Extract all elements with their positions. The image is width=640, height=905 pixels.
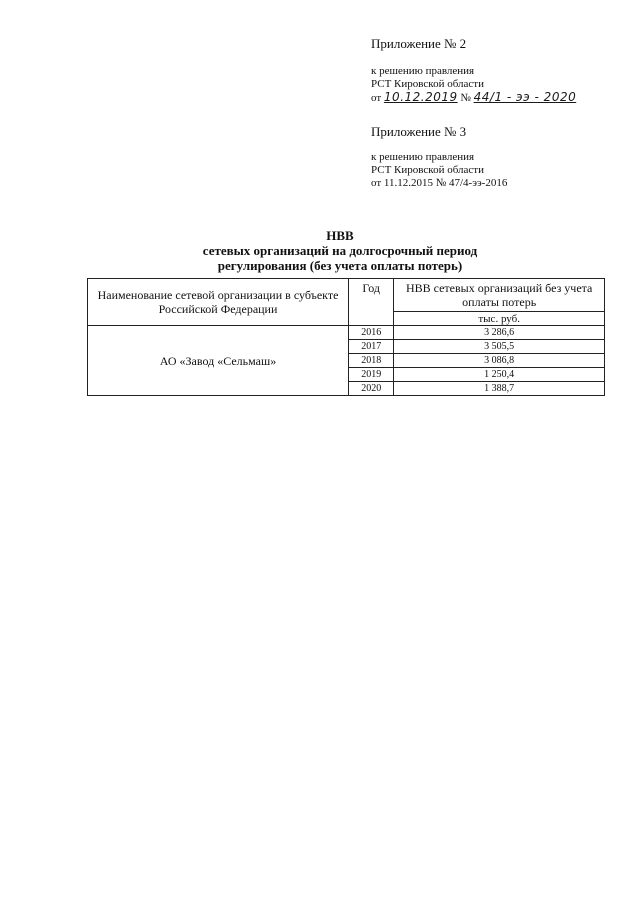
table-header-row	[88, 279, 605, 312]
year-cell: 2019	[349, 368, 394, 382]
handwritten-number: 44/1 - ээ - 2020	[473, 90, 577, 104]
title-line-3: регулирования (без учета оплаты потерь)	[217, 258, 463, 273]
appendix-2-decision-line: к решению правления	[371, 65, 475, 77]
appendix-3-block	[371, 124, 507, 190]
year-cell: 2020	[349, 382, 394, 396]
header-unit: тыс. руб.	[394, 312, 605, 326]
appendix-3-decision-line: к решению правления	[371, 151, 475, 163]
document-title	[80, 228, 600, 273]
value-cell: 1 250,4	[394, 368, 605, 382]
header-year: Год	[349, 279, 394, 326]
year-cell: 2017	[349, 340, 394, 354]
title-line-1: НВВ	[326, 228, 354, 243]
number-prefix: №	[460, 92, 471, 104]
value-cell: 3 505,5	[394, 340, 605, 354]
table-row	[88, 326, 605, 340]
appendix-3-authority-line: РСТ Кировской области	[371, 164, 484, 176]
year-cell: 2018	[349, 354, 394, 368]
value-cell: 1 388,7	[394, 382, 605, 396]
title-line-2: сетевых организаций на долгосрочный период	[202, 243, 478, 258]
date-prefix: от	[371, 92, 382, 104]
year-cell: 2016	[349, 326, 394, 340]
header-organization-name: Наименование сетевой организации в субъекте Российской Федерации	[88, 279, 349, 326]
handwritten-date: 10.12.2019	[383, 90, 458, 104]
organization-name-cell: АО «Завод «Сельмаш»	[88, 326, 349, 396]
value-cell: 3 086,8	[394, 354, 605, 368]
table-body	[88, 326, 605, 396]
appendix-3-date-line: от 11.12.2015 № 47/4-ээ-2016	[371, 177, 508, 189]
appendix-2-block	[371, 36, 576, 105]
value-cell: 3 286,6	[394, 326, 605, 340]
appendix-2-authority-line: РСТ Кировской области	[371, 78, 484, 90]
appendix-2-title: Приложение № 2	[371, 36, 467, 51]
appendix-2-date-line	[371, 91, 576, 105]
header-nvv-value: НВВ сетевых организаций без учета оплаты потерь	[394, 279, 605, 312]
appendix-3-title: Приложение № 3	[371, 124, 467, 139]
nvv-table	[87, 278, 605, 396]
